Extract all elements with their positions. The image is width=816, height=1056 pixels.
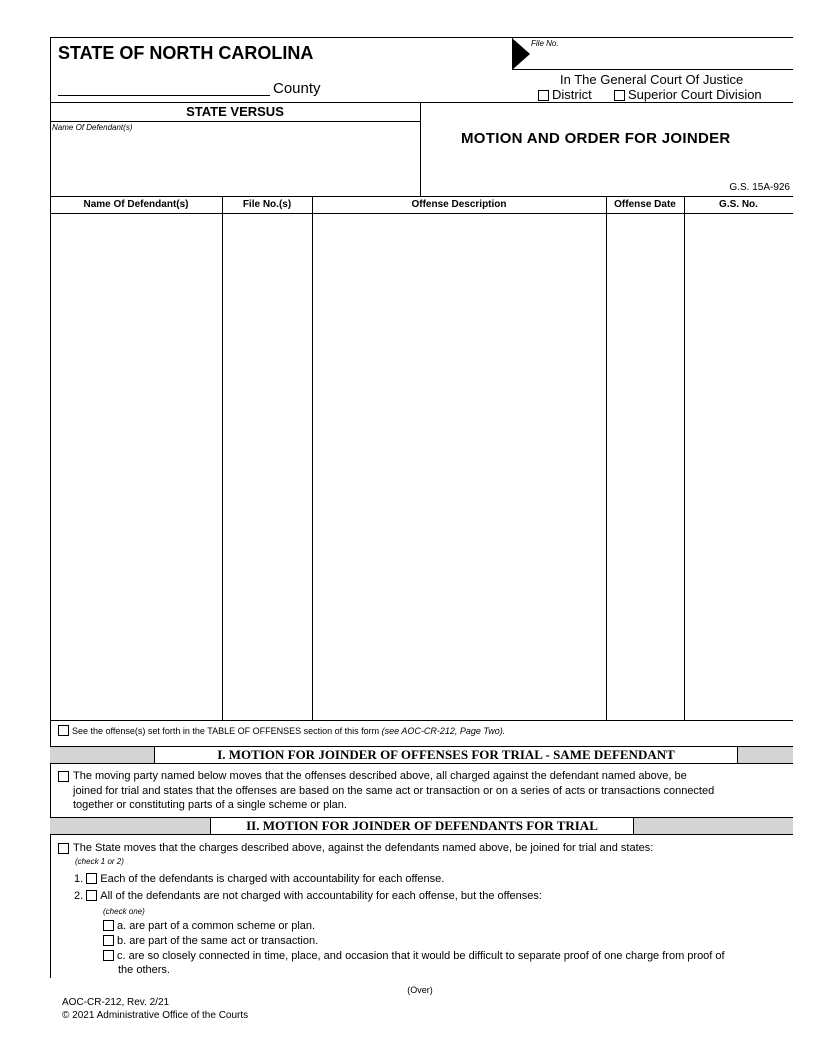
option-b-text: b. are part of the same act or transaction.: [117, 935, 319, 947]
state-versus: STATE VERSUS: [186, 104, 284, 119]
defendant-name-label: Name Of Defendant(s): [52, 123, 133, 132]
section-2-check-hint: (check 1 or 2): [75, 857, 124, 866]
col-header-offense-date: Offense Date: [614, 199, 676, 210]
county-label: County: [273, 80, 321, 97]
option-b-checkbox[interactable]: [103, 935, 114, 946]
file-no-field[interactable]: [531, 50, 793, 69]
copyright: © 2021 Administrative Office of the Courts: [62, 1010, 249, 1021]
section-1-checkbox[interactable]: [58, 771, 69, 782]
col-header-gs-no: G.S. No.: [719, 199, 758, 210]
col-header-file-no: File No.(s): [242, 199, 292, 210]
table-body-file-no[interactable]: [223, 214, 311, 719]
court-line: In The General Court Of Justice: [560, 72, 744, 87]
option-c-checkbox[interactable]: [103, 950, 114, 961]
item-1-number: 1.: [74, 873, 84, 885]
defendant-name-field[interactable]: [52, 134, 418, 194]
section-1-line-3: together or constituting parts of a single scheme or plan.: [73, 799, 347, 811]
section-1-line-1: The moving party named below moves that the offenses described above, all charged against the defendant named above, be: [73, 770, 687, 782]
option-c-text-2: the others.: [118, 964, 170, 976]
superior-checkbox[interactable]: [614, 90, 625, 101]
item-2-text: All of the defendants are not charged with accountability for each offense, but the offenses:: [100, 890, 542, 902]
option-c-text-1: c. are so closely connected in time, place, and occasion that it would be difficult to separate proof of one charge from proof of: [117, 950, 725, 962]
option-a-text: a. are part of a common scheme or plan.: [117, 920, 316, 932]
col-header-offense-description: Offense Description: [411, 199, 507, 210]
table-body-defendant[interactable]: [51, 214, 221, 719]
see-offenses-text: See the offense(s) set forth in the TABLE OF OFFENSES section of this form: [72, 726, 380, 736]
form-number: AOC-CR-212, Rev. 2/21: [62, 997, 170, 1008]
section-1-line-2: joined for trial and states that the offenses are based on the same act or transaction or on a series of acts or transactions connected: [73, 784, 715, 797]
county-blank[interactable]: [58, 95, 270, 96]
statute-ref: G.S. 15A-926: [729, 182, 790, 193]
section-2-checkbox[interactable]: [58, 843, 69, 854]
file-no-label: File No.: [531, 39, 559, 48]
item-2-check-one: (check one): [103, 907, 145, 916]
section-2-intro: The State moves that the charges described above, against the defendants named above, be joined for trial and states:: [73, 842, 654, 854]
item-2-checkbox[interactable]: [86, 890, 97, 901]
item-2-number: 2.: [74, 890, 84, 902]
superior-label: Superior Court Division: [628, 87, 762, 102]
table-body-gs-no[interactable]: [685, 214, 793, 719]
district-label: District: [552, 87, 592, 102]
section-1-title: I. MOTION FOR JOINDER OF OFFENSES FOR TRIAL - SAME DEFENDANT: [154, 746, 738, 764]
form-title: MOTION AND ORDER FOR JOINDER: [461, 130, 731, 147]
option-a-checkbox[interactable]: [103, 920, 114, 931]
over-label: (Over): [407, 985, 433, 995]
item-1-checkbox[interactable]: [86, 873, 97, 884]
see-offenses-checkbox[interactable]: [58, 725, 69, 736]
col-header-defendant: Name Of Defendant(s): [83, 199, 189, 210]
district-checkbox[interactable]: [538, 90, 549, 101]
state-title: STATE OF NORTH CAROLINA: [58, 43, 314, 63]
file-no-arrow-icon: [512, 38, 530, 70]
table-body-offense-date[interactable]: [607, 214, 683, 719]
see-offenses-ref: (see AOC-CR-212, Page Two).: [381, 726, 506, 736]
section-2-title: II. MOTION FOR JOINDER OF DEFENDANTS FOR TRIAL: [210, 817, 634, 835]
table-body-offense-description[interactable]: [313, 214, 605, 719]
item-1-text: Each of the defendants is charged with accountability for each offense.: [100, 873, 445, 885]
